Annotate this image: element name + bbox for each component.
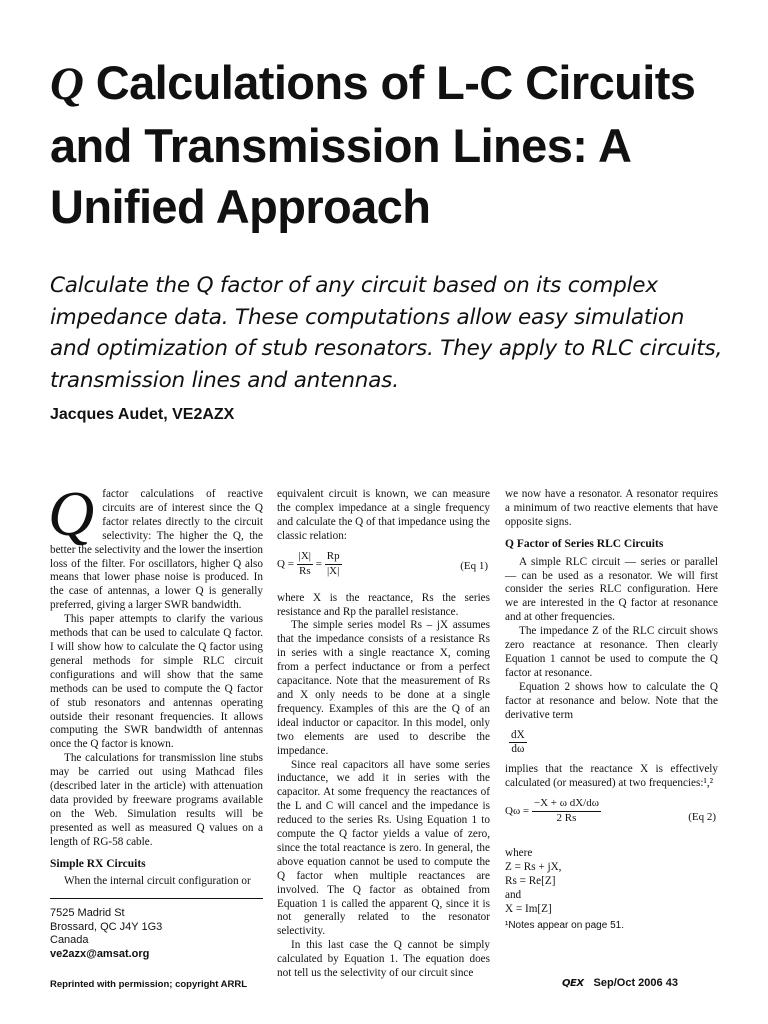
paragraph: The impedance Z of the RLC circuit shows zero reactance at resonance. Then clearly Equation 1 cannot be used to compute the Q factor at resonance.: [505, 625, 718, 679]
footer-issue: [562, 977, 678, 989]
derivative-term: [509, 729, 718, 758]
issue-page: Sep/Oct 2006 43: [593, 977, 678, 989]
paragraph: A simple RLC circuit — series or parallel — can be used as a resonator. We will first consider the series RLC configuration. Here we are interested in the Q factor at resonance and at other frequencies.: [505, 555, 718, 624]
eq1-fraction-2: [325, 550, 342, 579]
column-3: [505, 488, 718, 933]
paragraph: implies that the reactance X is effectively calculated (or measured) at two frequencies:¹,²: [505, 763, 718, 790]
section-heading: Q Factor of Series RLC Circuits: [505, 537, 664, 550]
address-line: Brossard, QC J4Y 1G3: [50, 920, 163, 933]
z-definition: Z = Rs + jX,: [505, 861, 562, 874]
qex-logo: QEX: [562, 978, 584, 989]
rs-definition: Rs = Re[Z]: [505, 874, 556, 887]
equation-2: [505, 797, 718, 843]
eq1-lhs: Q =: [277, 557, 294, 570]
paragraph: When the internal circuit configuration or: [64, 875, 251, 888]
x-definition: X = Im[Z]: [505, 902, 552, 915]
eq2-lhs: Qω =: [505, 805, 530, 818]
paragraph: The simple series model Rs – jX assumes that the impedance consists of a resistance Rs in series with a single reactance X, coming from a perfect inductance or from a perfect capacitance. Note that the measurement of Rs and X only needs to be done at a single frequency. Examples of this are the Q of an ideal inductor or capacitor. In this model, only two elements are used to describe the impedance.: [277, 619, 490, 757]
paragraph: In this last case the Q cannot be simply calculated by Equation 1. The equation does not tell us the selectivity of our circuit since: [277, 939, 490, 980]
eq2-fraction: [532, 797, 601, 826]
column-1: [48, 478, 263, 889]
eq1-num2: Rp: [325, 550, 342, 565]
eq1-label: (Eq 1): [460, 559, 488, 572]
drop-cap: Q: [48, 478, 95, 549]
paragraph: This paper attempts to clarify the various methods that can be used to calculate Q factor. I will show how to calculate the Q factor using general methods for simple RLC circuit configurations and will show that the same methods can be used to compute the Q factor of stub resonators and antennas operating outside their resonant frequencies. It allows computing the SWR bandwidth of antennas once the Q factor is known.: [50, 613, 263, 751]
paragraph: we now have a resonator. A resonator requires a minimum of two reactive elements that have opposite signs.: [505, 488, 718, 528]
footer-copyright: Reprinted with permission; copyright ARRL: [50, 979, 248, 990]
and-text: and: [505, 888, 522, 901]
title-text: Calculations of L-C Circuits and Transmission Lines: A Unified Approach: [50, 56, 696, 233]
eq2-num: −X + ω dX/dω: [532, 797, 601, 812]
eq1-num1: |X|: [297, 550, 313, 565]
notes-reference: ¹Notes appear on page 51.: [505, 919, 624, 931]
paragraph: equivalent circuit is known, we can measure the complex impedance at a single frequency and calculate the Q of that impedance using the classic relation:: [277, 488, 490, 542]
eq2-label: (Eq 2): [688, 811, 716, 824]
eq1-fraction-1: [297, 550, 313, 579]
paragraph: where X is the reactance, Rs the series resistance and Rp the parallel resistance.: [277, 591, 490, 618]
where-text: where: [505, 847, 533, 860]
paragraph: factor calculations of reactive circuits are of interest since the Q factor relates directly to the circuit selectivity: The higher the Q, the better the selectivity and the lower the insertion loss of the filter. For oscillators, higher Q also means that lower phase noise is produced. In the case of antennas, a lower Q is generally preferred, giving a larger SWR bandwidth.: [50, 488, 263, 612]
address-line: 7525 Madrid St: [50, 907, 125, 919]
deriv-den: dω: [511, 743, 525, 756]
section-heading: Simple RX Circuits: [50, 857, 146, 870]
paragraph: The calculations for transmission line stubs may be carried out using Mathcad files (described later in the article) with attenuation data provided by freeware programs available on the Web. Simulation results will be presented as well as measured Q values on a length of RG-58 cable.: [50, 752, 263, 848]
eq1-den1: Rs: [299, 564, 311, 577]
deriv-num: dX: [509, 729, 527, 744]
paragraph: Equation 2 shows how to calculate the Q factor at resonance and below. Note that the derivative term: [505, 680, 718, 721]
paragraph: Since real capacitors all have some series inductance, we add it in series with the capacitor. At some frequency the reactances of the L and C will cancel and the impedance is reduced to the series Rs. Using Equation 1 to compute the Q factor yields a value of zero, since the total reactance is zero. In general, the above equation cannot be used to compute the Q factor when multiple reactances are involved. The Q factor as obtained from Equation 1 is called the apparent Q, since it is not generally related to the resonator selectivity.: [277, 758, 490, 938]
title-q: Q: [50, 58, 84, 110]
eq1-equals: =: [315, 557, 322, 570]
author-email: ve2azx@amsat.org: [50, 947, 150, 960]
eq1-den2: |X|: [326, 564, 340, 577]
author-byline: Jacques Audet, VE2AZX: [50, 406, 235, 423]
author-address: [50, 898, 263, 961]
article-subtitle: Calculate the Q factor of any circuit based on its complex impedance data. These computations allow easy simulation and optimization of stub resonators. They apply to RLC circuits, transmission lines and antennas.: [50, 273, 723, 393]
derivative-fraction: [509, 729, 527, 758]
eq2-den: 2 Rs: [556, 812, 577, 825]
article-title: [50, 52, 730, 237]
column-2: [277, 488, 490, 981]
equation-1: [277, 550, 490, 588]
address-line: Canada: [50, 934, 89, 946]
